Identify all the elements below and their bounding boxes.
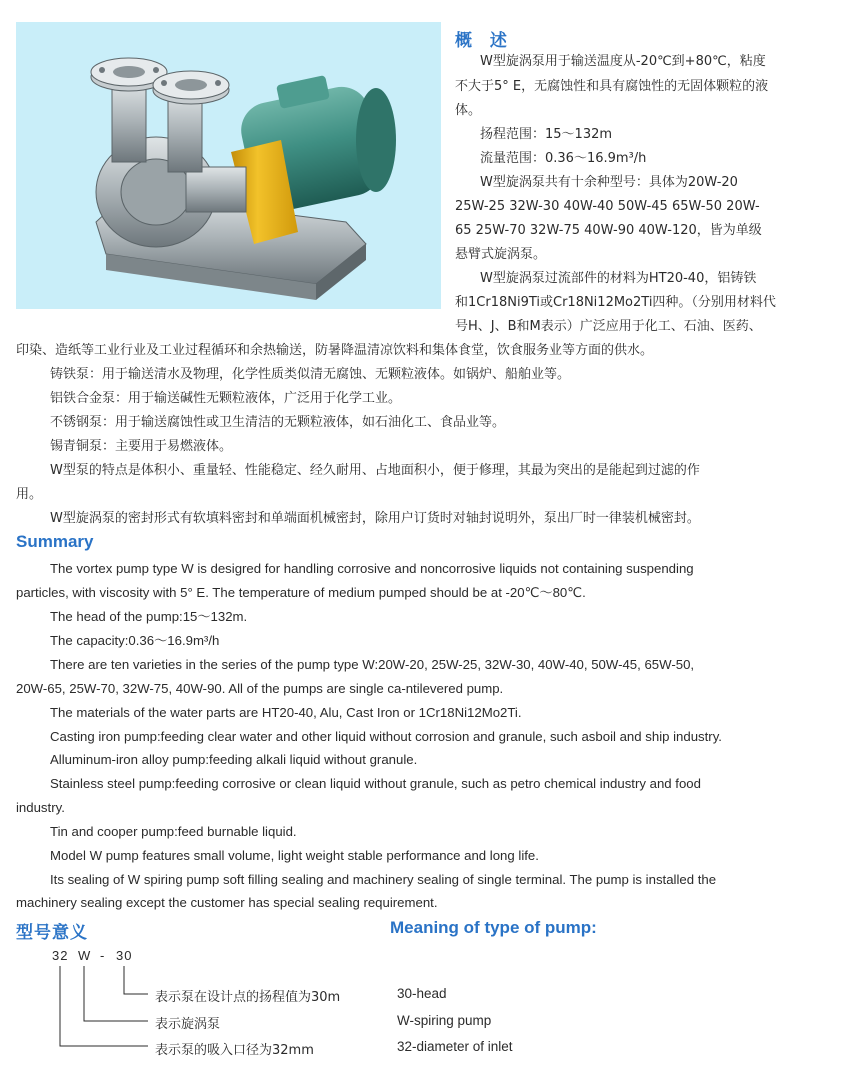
meaning-cn-type: 表示旋涡泵 xyxy=(155,1017,221,1032)
leader-line-inlet xyxy=(60,966,148,1046)
overview-line: 扬程范围：15～132m xyxy=(480,127,613,142)
summary-line: The vortex pump type W is desigred for handling corrosive and noncorrosive liquids not containing suspending xyxy=(50,561,694,576)
overview-line: W型旋涡泵共有十余种型号：具体为20W-20 xyxy=(480,175,738,190)
overview-line: W型旋涡泵用于输送温度从-20℃到+80℃，粘度 xyxy=(480,54,766,69)
model-meaning-heading-en: Meaning of type of pump: xyxy=(390,918,597,937)
overview-line: W型旋涡泵过流部件的材料为HT20-40，铝铸铁 xyxy=(480,271,757,286)
summary-line: industry. xyxy=(16,800,65,815)
summary-line: Model W pump features small volume, light weight stable performance and long life. xyxy=(50,848,539,863)
summary-line: The head of the pump:15～132m. xyxy=(50,609,248,624)
summary-line: Tin and cooper pump:feed burnable liquid. xyxy=(50,824,297,839)
meaning-en-inlet: 32-diameter of inlet xyxy=(397,1039,513,1054)
meaning-en-head: 30-head xyxy=(397,986,447,1001)
summary-line: Stainless steel pump:feeding corrosive or clean liquid without granule, such as petro chemical industry and food xyxy=(50,776,701,791)
overview-line: W型旋涡泵的密封形式有软填料密封和单端面机械密封，除用户订货时对轴封说明外，泵出厂时一律装机械密封。 xyxy=(50,511,700,526)
overview-line: 号H、J、B和M表示）广泛应用于化工、石油、医药、 xyxy=(455,319,762,334)
summary-line: Its sealing of W spiring pump soft filling sealing and machinery sealing of single terminal. The pump is installed the xyxy=(50,872,717,887)
summary-line: Alluminum-iron alloy pump:feeding alkali liquid without granule. xyxy=(50,752,418,767)
overview-line: 体。 xyxy=(455,103,482,118)
code-size: 32 xyxy=(52,948,69,963)
summary-line: machinery sealing except the customer has special sealing requirement. xyxy=(16,895,438,910)
overview-line: 不大于5° E，无腐蚀性和具有腐蚀性的无固体颗粒的液 xyxy=(455,79,769,94)
overview-line: 悬臂式旋涡泵。 xyxy=(455,247,547,262)
summary-line: There are ten varieties in the series of the pump type W:20W-20, 25W-25, 32W-30, 40W-40, 50W-45, 65W-50, xyxy=(50,657,695,672)
leader-line-head xyxy=(124,966,148,994)
overview-line: 铸铁泵：用于输送清水及物理，化学性质类似清无腐蚀、无颗粒液体。如锅炉、船舶业等。 xyxy=(50,367,571,382)
summary-line: Casting iron pump:feeding clear water and other liquid without corrosion and granule, such asboil and ship industry. xyxy=(50,729,722,744)
meaning-cn-inlet: 表示泵的吸入口径为32mm xyxy=(155,1043,314,1058)
overview-line: 65 25W-70 32W-75 40W-90 40W-120，皆为单级 xyxy=(455,223,762,238)
model-meaning-heading-cn: 型号意义 xyxy=(16,923,88,943)
overview-line: 锡青铜泵：主要用于易燃液体。 xyxy=(50,439,233,454)
code-dash: - xyxy=(100,948,106,963)
summary-line: 20W-65, 25W-70, 32W-75, 40W-90. All of the pumps are single ca-ntilevered pump. xyxy=(16,681,504,696)
overview-line: 25W-25 32W-30 40W-40 50W-45 65W-50 20W- xyxy=(455,199,760,214)
meaning-cn-head: 表示泵在设计点的扬程值为30m xyxy=(155,990,341,1005)
summary-line: The materials of the water parts are HT20-40, Alu, Cast Iron or 1Cr18Ni12Mo2Ti. xyxy=(50,705,522,720)
overview-line: 用。 xyxy=(16,487,43,502)
summary-line: particles, with viscosity with 5° E. The temperature of medium pumped should be at -20℃～80℃. xyxy=(16,585,586,600)
overview-line: 不锈钢泵：用于输送腐蚀性或卫生清洁的无颗粒液体，如石油化工、食品业等。 xyxy=(50,415,506,430)
overview-line: 和1Cr18Ni9Ti或Cr18Ni12Mo2Ti四种。（分别用材料代 xyxy=(455,295,776,310)
summary-heading: Summary xyxy=(16,532,94,551)
meaning-en-type: W-spiring pump xyxy=(397,1013,492,1028)
overview-line: W型泵的特点是体积小、重量轻、性能稳定、经久耐用、占地面积小，便于修理，其最为突出的是能起到过滤的作 xyxy=(50,463,700,478)
code-head: 30 xyxy=(116,948,133,963)
summary-line: The capacity:0.36～16.9m³/h xyxy=(50,633,220,648)
overview-line: 流量范围：0.36～16.9m³/h xyxy=(480,151,647,166)
overview-line: 印染、造纸等工业行业及工业过程循环和余热输送，防暑降温清凉饮料和集体食堂，饮食服务业等方面的供水。 xyxy=(16,343,654,358)
overview-heading: 概 述 xyxy=(455,31,513,51)
code-type: W xyxy=(78,948,92,963)
overview-line: 铝铁合金泵：用于输送碱性无颗粒液体，广泛用于化学工业。 xyxy=(50,391,402,406)
